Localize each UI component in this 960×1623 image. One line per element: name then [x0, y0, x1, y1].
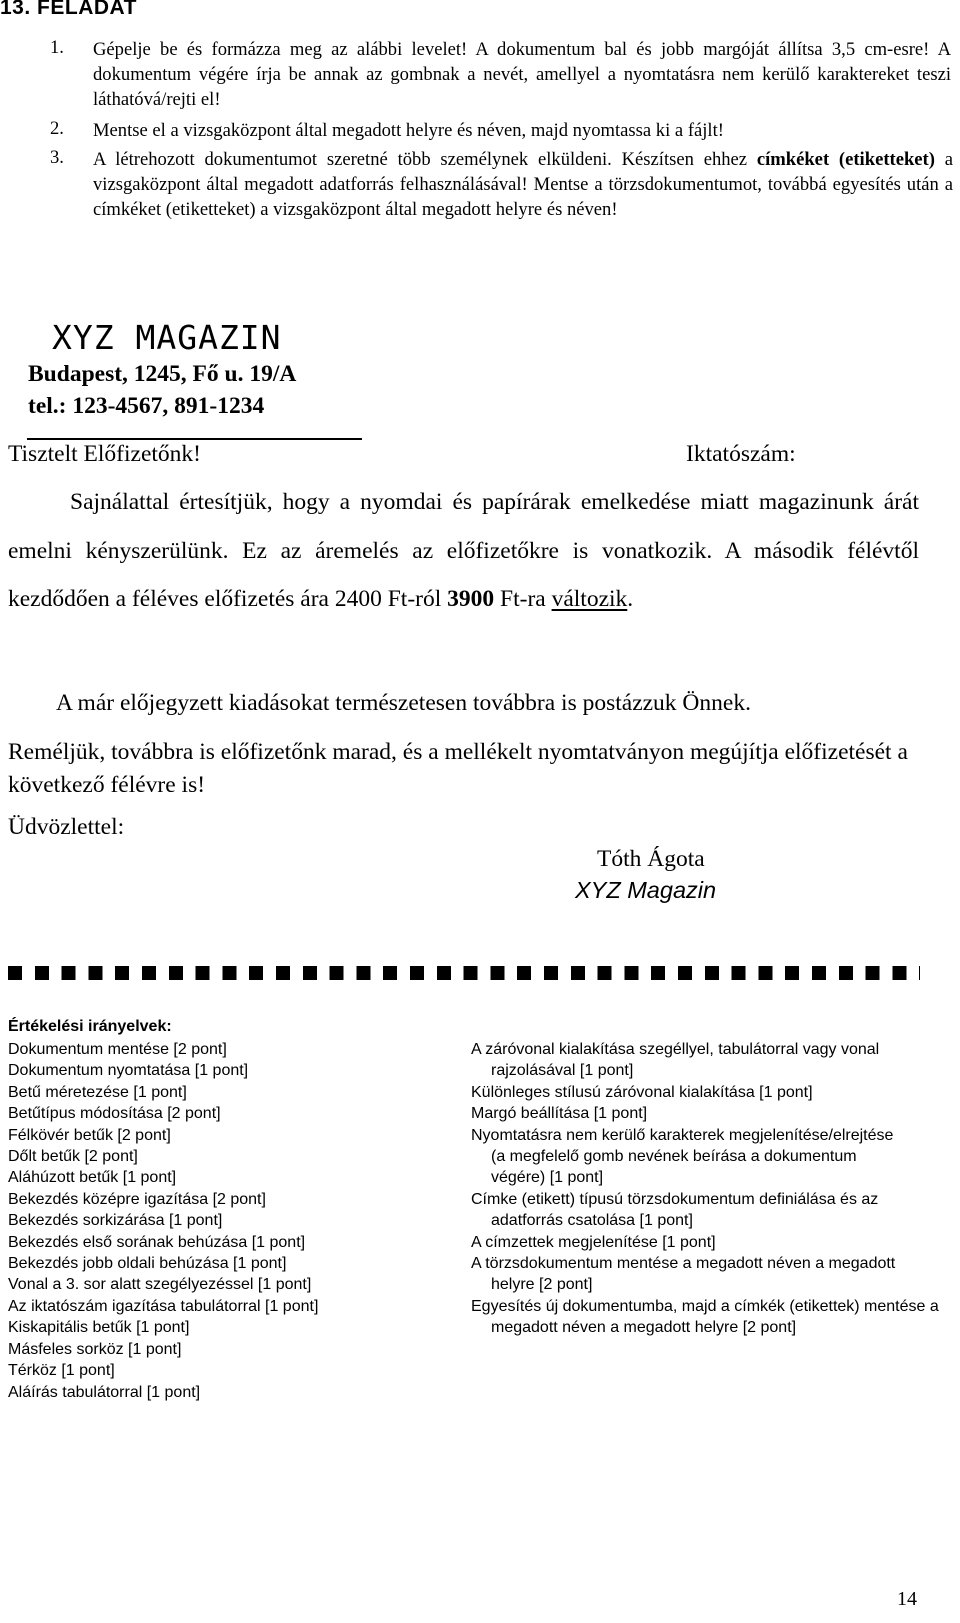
list-item: Térköz [1 pont] [8, 1362, 115, 1380]
list-item: Másfeles sorköz [1 pont] [8, 1340, 182, 1358]
instruction-number-2: 2. [50, 118, 64, 139]
instruction-text-3-bold: címkéket (etiketteket) [756, 149, 935, 170]
body-paragraph-1 [8, 478, 919, 624]
list-item: Címke (etikett) típusú törzsdokumentum definiálása és az adatforrás csatolása [1 pont] [471, 1190, 879, 1230]
list-item: Dokumentum mentése [2 pont] [8, 1041, 227, 1058]
list-item: Dőlt betűk [2 pont] [8, 1148, 138, 1166]
address: Budapest, 1245, Fő u. 19/A [28, 361, 297, 387]
list-item: Bekezdés jobb oldali behúzása [1 pont] [8, 1255, 287, 1273]
evaluation-right-list [471, 1039, 941, 1339]
letterhead-divider [27, 438, 362, 440]
phone: tel.: 123-4567, 891-1234 [28, 393, 265, 419]
instruction-number-1: 1. [50, 37, 64, 58]
body-centered-line: A már előjegyzett kiadásokat természetesen továbbra is postázzuk Önnek. [56, 690, 751, 716]
evaluation-heading: Értékelési irányelvek: [8, 1018, 172, 1035]
instruction-number-3: 3. [50, 147, 64, 168]
instruction-text-3a: A létrehozott dokumentumot szeretné több személynek elküldeni. Készítsen ehhez [93, 149, 757, 170]
instruction-2 [93, 118, 953, 143]
list-item: Az iktatószám igazítása tabulátorral [1 pont] [8, 1297, 319, 1315]
changes-word: változik [551, 586, 628, 612]
instruction-3 [93, 147, 953, 222]
list-item: Aláírás tabulátorral [1 pont] [8, 1383, 201, 1401]
list-item: Vonal a 3. sor alatt szegélyezéssel [1 pont] [8, 1276, 312, 1294]
instruction-text-2: Mentse el a vizsgaközpont által megadott helyre és néven, majd nyomtassa ki a fájlt! [93, 120, 724, 141]
list-item: Bekezdés sorkizárása [1 pont] [8, 1212, 223, 1230]
list-item: Nyomtatásra nem kerülő karakterek megjelenítése/elrejtése (a megfelelő gomb nevének beírása a dokumentum végére) [1 pont] [471, 1126, 894, 1187]
body-paragraph-1-text-b: Ft-ra [494, 586, 552, 612]
list-item: Aláhúzott betűk [1 pont] [8, 1169, 177, 1187]
list-item: Margó beállítása [1 pont] [471, 1105, 648, 1123]
greeting: Tisztelt Előfizetőnk! [8, 441, 201, 467]
closing-line [8, 966, 920, 980]
list-item: Bekezdés első sorának behúzása [1 pont] [8, 1233, 306, 1251]
body-paragraph-1-end: . [627, 586, 634, 612]
list-item: A záróvonal kialakítása szegéllyel, tabulátorral vagy vonal rajzolásával [1 pont] [471, 1041, 880, 1080]
new-price: 3900 [447, 586, 495, 612]
list-item: Dokumentum nyomtatása [1 pont] [8, 1062, 249, 1080]
list-item: Bekezdés középre igazítása [2 pont] [8, 1190, 266, 1208]
instruction-text-3b: a vizsgaközpont által megadott adatforrás felhasználásával! Mentse a törzsdokumentumot, továbbá egyesítés után a címkéket (etiketteket) a vizsgaközpont által megadott helyre és néven! [93, 149, 953, 220]
list-item: Kiskapitális betűk [1 pont] [8, 1319, 190, 1337]
magazine-title [52, 318, 282, 357]
instruction-1 [93, 37, 951, 112]
page-number: 14 [897, 1588, 917, 1610]
closing: Üdvözlettel: [8, 814, 125, 840]
list-item: Betűtípus módosítása [2 pont] [8, 1105, 221, 1123]
body-paragraph-2: Reméljük, továbbra is előfizetőnk marad, és a mellékelt nyomtatványon megújítja előfizetését a következő félévre is! [8, 739, 908, 798]
file-number-label: Iktatószám: [686, 441, 796, 467]
list-item: Egyesítés új dokumentumba, majd a címkék (etikettek) mentése a megadott néven a megadott helyre [2 pont] [471, 1297, 939, 1337]
signature-name: Tóth Ágota [597, 846, 705, 872]
list-item: A címzettek megjelenítése [1 pont] [471, 1233, 716, 1251]
magazine-title-text: XYZ MAGAZIN [52, 318, 282, 357]
body-paragraph-1-text: Sajnálattal értesítjük, hogy a nyomdai és papírárak emelkedése miatt magazinunk árát emelni kényszerülünk. Ez az áremelés az előfizetőkre is vonatkozik. A második félévtől kezdődően a féléves előfizetés ára 2400 Ft-ról [8, 489, 919, 612]
evaluation-left-list [8, 1039, 318, 1403]
signature-org: XYZ Magazin [575, 877, 717, 903]
list-item: Betű méretezése [1 pont] [8, 1083, 187, 1101]
list-item: Félkövér betűk [2 pont] [8, 1126, 171, 1144]
instruction-text-1: Gépelje be és formázza meg az alábbi levelet! A dokumentum bal és jobb margóját állítsa 3,5 cm-esre! A dokumentum végére írja be annak az gombnak a nevét, amellyel a nyomtatásra nem kerülő karaktereket teszi láthatóvá/rejti el! [93, 39, 951, 110]
list-item: Különleges stílusú záróvonal kialakítása [1 pont] [471, 1083, 813, 1101]
task-title: 13. FELADAT [0, 0, 137, 19]
list-item: A törzsdokumentum mentése a megadott néven a megadott helyre [2 pont] [471, 1255, 896, 1294]
